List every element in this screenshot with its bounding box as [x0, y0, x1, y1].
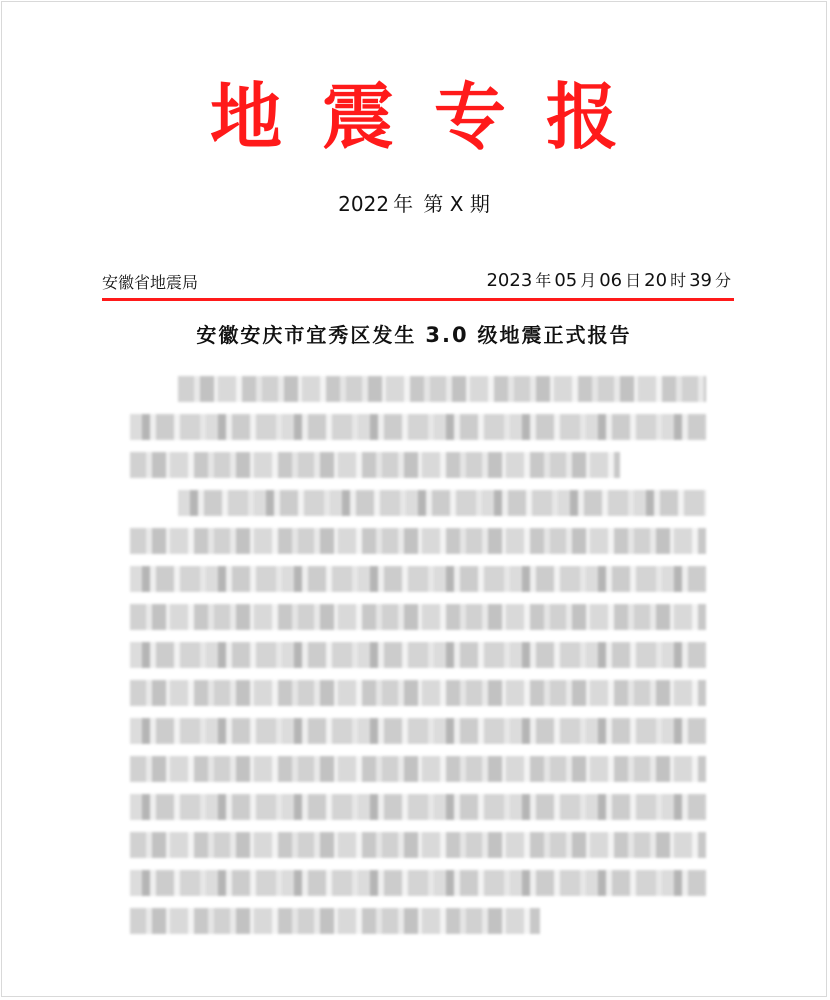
- redacted-line: [130, 794, 706, 820]
- masthead-title: 地震专报: [209, 74, 658, 159]
- datetime-hour-unit: 时: [670, 271, 687, 290]
- datetime-year: 2023: [486, 270, 533, 291]
- redacted-line: [178, 376, 706, 402]
- redacted-line: [130, 528, 706, 554]
- redacted-line: [130, 870, 706, 896]
- meta-row: [102, 268, 734, 298]
- datetime-year-unit: 年: [535, 271, 552, 290]
- document-page: [1, 1, 827, 997]
- redacted-line: [130, 832, 706, 858]
- redacted-line: [130, 604, 706, 630]
- redacted-line: [130, 756, 706, 782]
- datetime-minute: 39: [689, 270, 712, 291]
- agency-name: 安徽省地震局: [102, 273, 199, 292]
- datetime-minute-unit: 分: [714, 271, 731, 290]
- datetime-month-unit: 月: [580, 271, 597, 290]
- redacted-line: [130, 680, 706, 706]
- redacted-line: [130, 908, 540, 934]
- report-datetime: [486, 268, 734, 291]
- datetime-hour: 20: [644, 270, 668, 291]
- redacted-line: [130, 452, 620, 478]
- datetime-month: 05: [554, 270, 578, 291]
- datetime-day: 06: [599, 270, 623, 291]
- issue-line: [2, 190, 826, 218]
- issue-year-unit: 年: [393, 192, 414, 216]
- headline-prefix: 安徽安庆市宜秀区发生: [196, 323, 426, 347]
- header-divider: [102, 298, 734, 301]
- headline-suffix: 级地震正式报告: [468, 323, 632, 347]
- redacted-line: [130, 414, 706, 440]
- issue-number: 第 X 期: [423, 192, 490, 216]
- redacted-line: [130, 566, 706, 592]
- redacted-line: [178, 490, 706, 516]
- report-headline: [2, 320, 826, 350]
- redacted-line: [130, 718, 706, 744]
- headline-magnitude: 3.0: [425, 323, 469, 347]
- redacted-line: [130, 642, 706, 668]
- redacted-body: [130, 376, 706, 946]
- issue-year: 2022: [338, 192, 390, 216]
- datetime-day-unit: 日: [625, 271, 642, 290]
